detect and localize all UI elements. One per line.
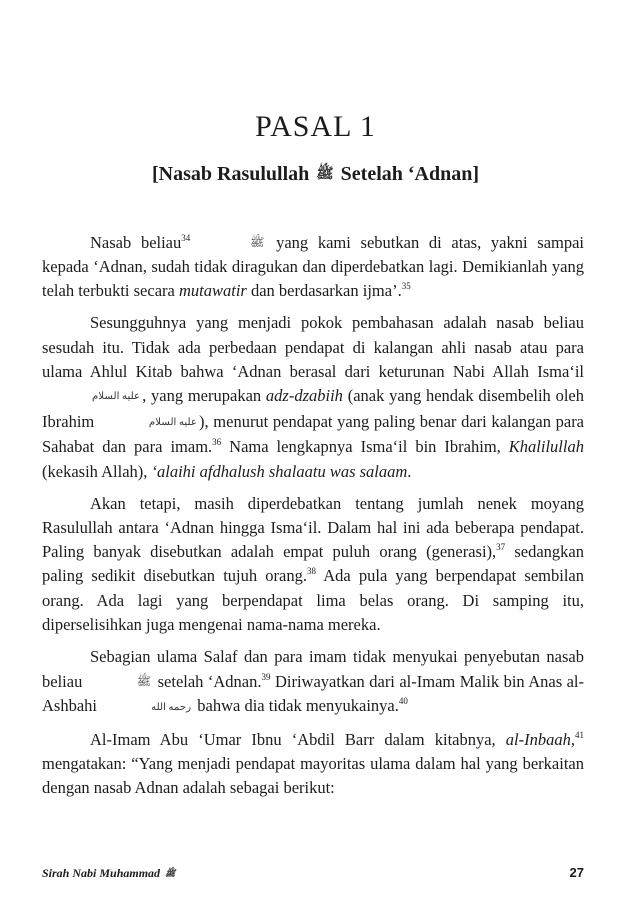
text-span: , yang merupakan [142,386,266,405]
text-span: ), menurut pendapat yang paling benar dari kalangan para Sahabat dan para imam. [42,411,585,457]
text-span: setelah ‘Adnan. [157,671,262,691]
text-span: Sesungguhnya yang menjadi pokok pembahasan adalah nasab beliau sesudah itu. Tidak ada perbedaan pendapat di kalangan ahli nasab atau para ulama Ahlul Kitab bahwa ‘Adnan berasal dari keturunan Nabi Allah Isma‘il [42,313,584,381]
italic-term: ‘alaihi afdhalush shalaatu was salaam [151,461,408,481]
page-footer [42,866,584,881]
alaihissalam-glyph-icon: عليه السلام [92,391,141,403]
paragraph-3 [42,492,584,637]
text-span: Nama lengkapnya Isma‘il bin Ibrahim, [221,437,509,457]
italic-term: al-Inbaah [505,729,571,749]
text-span: Akan tetapi, masih diperdebatkan tentang jumlah nenek moyang Rasulullah antara ‘Adnan hingga Isma‘il. Dalam hal ini ada beberapa pendapat. Paling banyak disebutkan adalah empat puluh orang (generasi), [42,493,584,562]
text-span: Ada pula yang berpendapat sembilan orang. Ada lagi yang berpendapat lima belas orang. Di samping itu, diperselisihkan juga mengenai nama-nama mereka. [42,566,584,634]
subtitle-text-close: Setelah ‘Adnan] [340,163,480,185]
text-span: Diriwayatkan dari al-Imam Malik bin Anas al-Ashbahi [42,671,585,716]
running-footer-title [42,866,177,880]
text-span: (anak yang hendak disembelih oleh Ibrahim [42,386,584,431]
alaihissalam-glyph-icon: عليه السلام [148,417,197,429]
salawat-glyph-icon: ﷺ [249,235,265,249]
text-span: yang kami sebutkan di atas, yakni sampai kepada ‘Adnan, sudah tidak diragukan dan diperdebatkan lagi. Demikianlah yang telah terbukti secara [42,232,585,301]
text-span: sedangkan paling sedikit disebutkan tujuh orang. [42,542,584,586]
footnote-ref-34[interactable]: 34 [181,232,191,243]
text-span: , [570,729,575,749]
italic-term: mutawatir [178,281,247,301]
text-span: Al-Imam Abu ‘Umar Ibnu ‘Abdil Barr dalam kitabnya, [90,729,506,749]
text-span: bahwa dia tidak menyukainya. [197,696,399,716]
text-span: . [407,461,412,481]
footnote-ref-40[interactable]: 40 [398,696,408,707]
paragraph-4 [42,645,584,720]
text-span: dan berdasarkan ijma’. [246,281,402,301]
salawat-glyph-icon: ﷺ [165,867,176,878]
salawat-glyph-icon: ﷺ [136,674,152,689]
footnote-ref-35[interactable]: 35 [401,281,411,292]
italic-term: adz-dzabiih [265,386,343,405]
italic-term: Khalilullah [508,437,584,457]
subtitle-text-open: [Nasab Rasulullah [151,163,310,185]
footnote-ref-37[interactable]: 37 [496,542,506,553]
footnote-ref-41[interactable]: 41 [575,729,584,740]
chapter-title: PASAL 1 [255,110,376,143]
chapter-subtitle [0,163,631,186]
footnote-ref-39[interactable]: 39 [261,671,271,682]
footer-title-text: Sirah Nabi Muhammad [42,866,161,880]
text-span: Nasab beliau [90,232,182,252]
footnote-ref-36[interactable]: 36 [212,437,222,448]
text-span: (kekasih Allah), [42,461,152,481]
paragraph-2 [42,311,584,483]
footnote-ref-38[interactable]: 38 [306,566,316,577]
text-span: mengatakan: “Yang menjadi pendapat mayoritas ulama dalam hal yang berkaitan dengan nasab Adnan adalah sebagai berikut: [42,754,584,798]
paragraph-5 [42,728,584,801]
rahimahullah-glyph-icon: رحمه الله [151,701,192,713]
body-text [42,230,584,808]
salawat-glyph-icon: ﷺ [316,165,334,182]
page-number: 27 [569,865,584,880]
text-span: Sebagian ulama Salaf dan para imam tidak menyukai penyebutan nasab beliau [42,646,584,691]
paragraph-1 [42,230,584,303]
